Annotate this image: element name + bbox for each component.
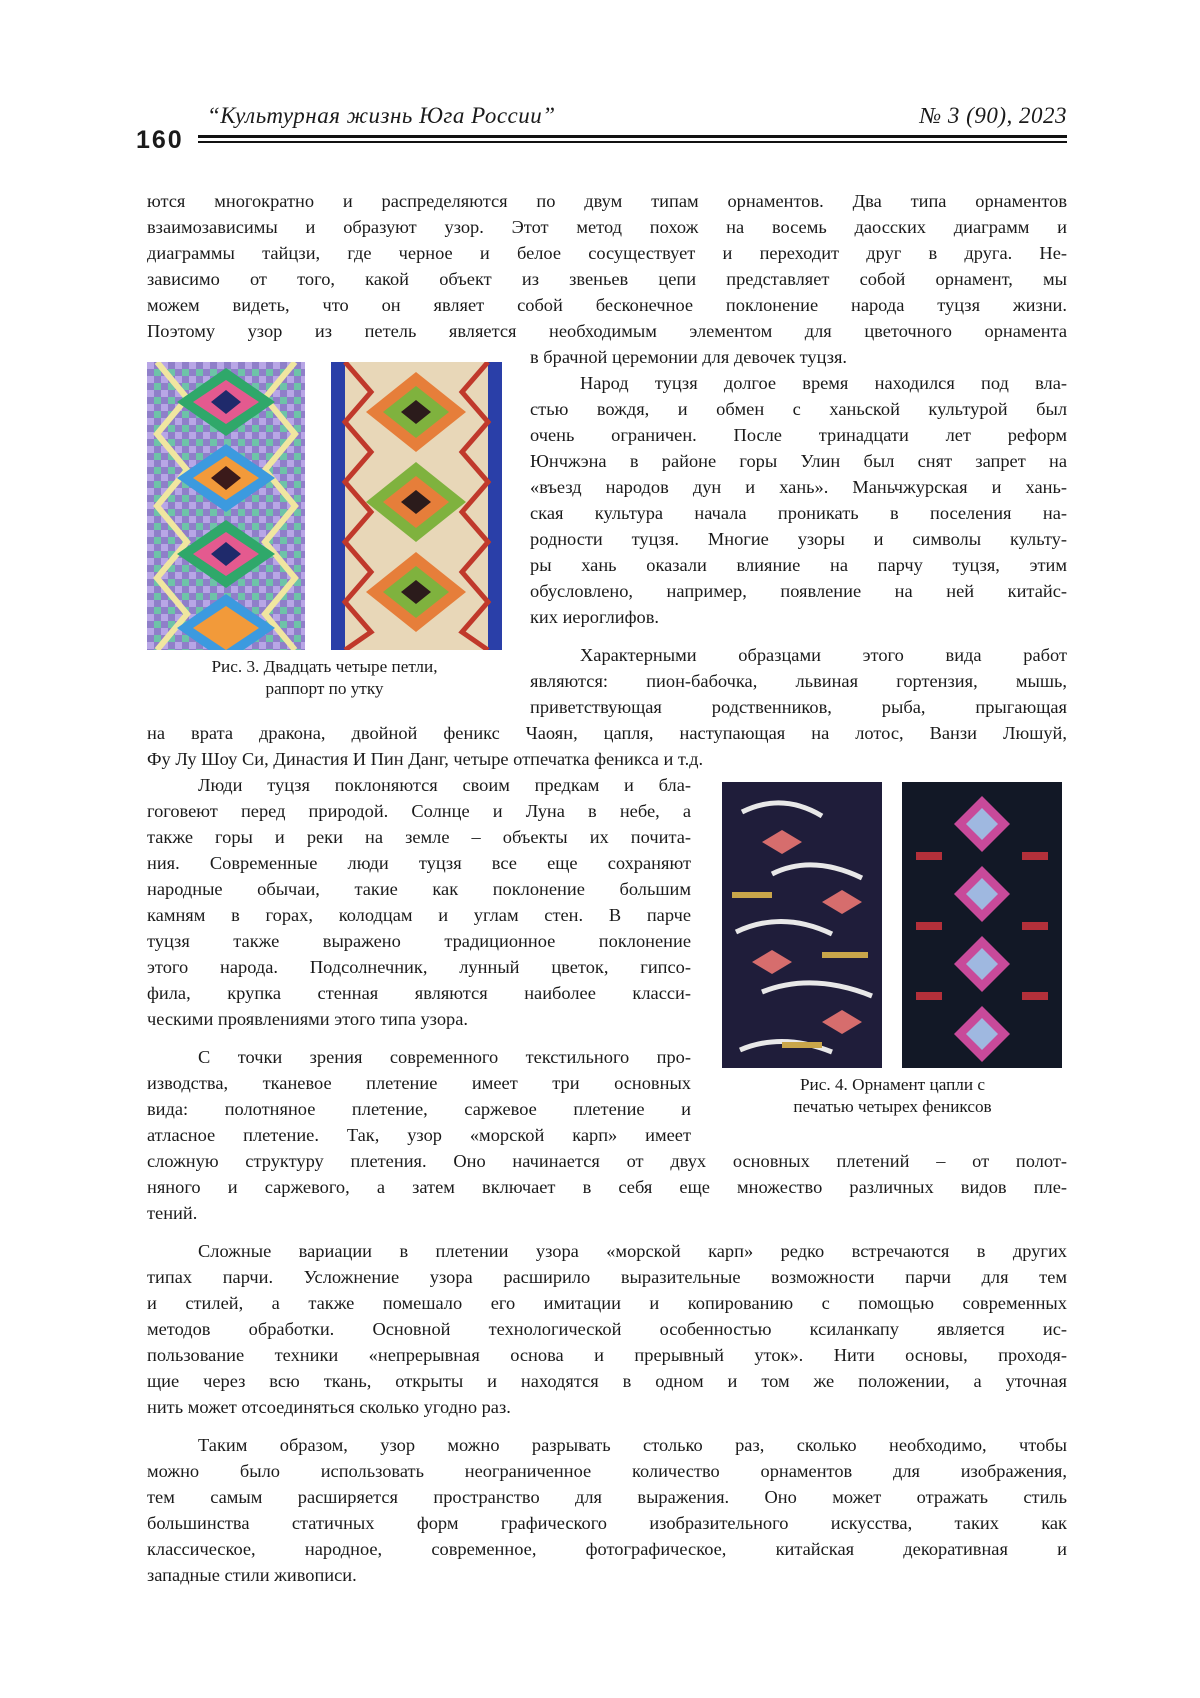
text-line: «въезд народов дун и хань». Маньчжурская и хань- bbox=[530, 477, 1067, 497]
text-line: камням в горах, колодцам и углам стен. В парче bbox=[147, 905, 691, 925]
figure-3-caption-line-2: раппорт по утку bbox=[265, 679, 384, 698]
text-line: туцзя также выражено традиционное поклонение bbox=[147, 931, 691, 951]
text-line: щие через всю ткань, открыты и находятся в одном и том же положении, а уточная bbox=[147, 1371, 1067, 1391]
text-line: гоговеют перед природой. Солнце и Луна в небе, а bbox=[147, 801, 691, 821]
figure-4-caption-line-1: Рис. 4. Орнамент цапли с bbox=[799, 1075, 985, 1094]
text-line: приветствующая родственников, рыба, прыгающая bbox=[530, 697, 1067, 717]
text-line: ры хань оказали влияние на парчу туцзя, этим bbox=[530, 555, 1067, 575]
journal-title: “Культурная жизнь Юга России” bbox=[207, 103, 556, 128]
text-line: Поэтому узор из петель является необходимым элементом для цветочного орнамента bbox=[147, 321, 1067, 341]
text-line: методов обработки. Основной технологической особенностью ксиланкапу является ис- bbox=[147, 1319, 1067, 1339]
text-line: ческими проявлениями этого типа узора. bbox=[147, 1009, 468, 1029]
figure-4-left-image bbox=[722, 782, 882, 1068]
text-line: этого народа. Подсолнечник, лунный цветок, гипсо- bbox=[147, 957, 691, 977]
figure-3-caption-line-1: Рис. 3. Двадцать четыре петли, bbox=[211, 657, 438, 676]
text-line: родности туцзя. Многие узоры и символы культу- bbox=[530, 529, 1067, 549]
figure-4-right-image bbox=[902, 782, 1062, 1068]
text-line: стью вождя, и обмен с ханьской культурой был bbox=[530, 399, 1067, 419]
text-line: можно было использовать неограниченное количество орнаментов для изображения, bbox=[147, 1461, 1067, 1481]
text-line: тем самым расширяется пространство для выражения. Оно может отражать стиль bbox=[147, 1487, 1067, 1507]
text-line: изводства, тканевое плетение имеет три основных bbox=[147, 1073, 691, 1093]
text-line: Характерными образцами этого вида работ bbox=[580, 645, 1067, 665]
text-line: няного и саржевого, а затем включает в себя еще множество различных видов пле- bbox=[147, 1177, 1067, 1197]
text-line: Сложные вариации в плетении узора «морской карп» редко встречаются в других bbox=[198, 1241, 1067, 1261]
text-line: сложную структуру плетения. Оно начинается от двух основных плетений – от полот- bbox=[147, 1151, 1067, 1171]
text-line: Таким образом, узор можно разрывать столько раз, сколько необходимо, чтобы bbox=[198, 1435, 1067, 1455]
issue-number: № 3 (90), 2023 bbox=[919, 103, 1067, 128]
text-line: обусловлено, например, появление на ней китайс- bbox=[530, 581, 1067, 601]
text-line: нить может отсоединяться сколько угодно раз. bbox=[147, 1397, 511, 1417]
header-rule bbox=[198, 135, 1067, 138]
figure-3-left-image bbox=[147, 362, 305, 650]
text-line: С точки зрения современного текстильного про- bbox=[198, 1047, 691, 1067]
text-line: и стилей, а также помешало его имитации и копированию с помощью современных bbox=[147, 1293, 1067, 1313]
text-line: можем видеть, что он являет собой бесконечное поклонение народа туцзя жизни. bbox=[147, 295, 1067, 315]
text-line: Фу Лу Шоу Си, Династия И Пин Данг, четыре отпечатка феникса и т.д. bbox=[147, 749, 704, 769]
text-line: пользование техники «непрерывная основа и прерывный уток». Нити основы, проходя- bbox=[147, 1345, 1067, 1365]
text-line: западные стили живописи. bbox=[147, 1565, 357, 1585]
text-line: диаграммы тайцзи, где черное и белое сосуществует и переходит друг в друга. Не- bbox=[147, 243, 1067, 263]
text-line: на врата дракона, двойной феникс Чаоян, цапля, наступающая на лотос, Ванзи Люшуй, bbox=[147, 723, 1067, 743]
text-line: ких иероглифов. bbox=[530, 607, 659, 627]
text-line: очень ограничен. После тринадцати лет реформ bbox=[530, 425, 1067, 445]
text-line: являются: пион-бабочка, львиная гортензия, мышь, bbox=[530, 671, 1067, 691]
text-line: Народ туцзя долгое время находился под вла- bbox=[580, 373, 1067, 393]
text-line: взаимозависимы и образуют узор. Этот метод похож на восемь даосских диаграмм и bbox=[147, 217, 1067, 237]
text-line: классическое, народное, современное, фотографическое, китайская декоративная и bbox=[147, 1539, 1067, 1559]
page-number: 160 bbox=[136, 126, 184, 154]
figure-3-right-image bbox=[331, 362, 502, 650]
figure-4-caption-line-2: печатью четырех фениксов bbox=[793, 1097, 992, 1116]
text-line: тений. bbox=[147, 1203, 198, 1223]
text-line: также горы и реки на земле – объекты их почита- bbox=[147, 827, 691, 847]
text-line: ются многократно и распределяются по двум типам орнаментов. Два типа орнаментов bbox=[147, 191, 1067, 211]
text-line: атласное плетение. Так, узор «морской карп» имеет bbox=[147, 1125, 691, 1145]
text-line: большинства статичных форм графического изобразительного искусства, таких как bbox=[147, 1513, 1067, 1533]
text-line: фила, крупка стенная являются наиболее класси- bbox=[147, 983, 691, 1003]
text-line: ния. Современные люди туцзя все еще сохраняют bbox=[147, 853, 691, 873]
text-line: Юнчжэна в районе горы Улин был снят запрет на bbox=[530, 451, 1067, 471]
header-rule-thin bbox=[198, 141, 1067, 143]
text-line: Люди туцзя поклоняются своим предкам и бла- bbox=[198, 775, 691, 795]
text-line: вида: полотняное плетение, саржевое плетение и bbox=[147, 1099, 691, 1119]
text-line: народные обычаи, такие как поклонение большим bbox=[147, 879, 691, 899]
text-line: типах парчи. Усложнение узора расширило выразительные возможности парчи для тем bbox=[147, 1267, 1067, 1287]
text-line: в брачной церемонии для девочек туцзя. bbox=[530, 347, 848, 367]
text-line: зависимо от того, какой объект из звеньев цепи представляет собой орнамент, мы bbox=[147, 269, 1067, 289]
text-line: ская культура начала проникать в поселения на- bbox=[530, 503, 1067, 523]
